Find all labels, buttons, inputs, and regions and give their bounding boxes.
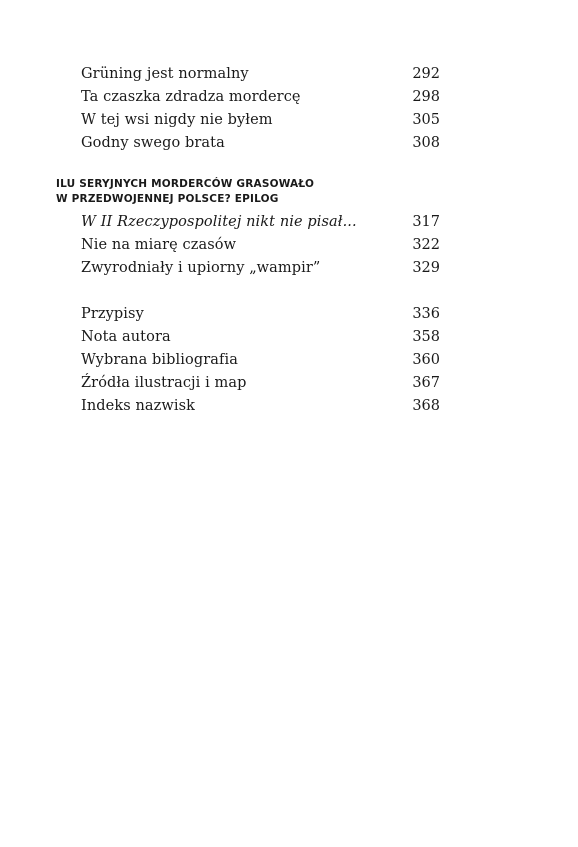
toc-entry-page: 305 [412, 112, 440, 128]
toc-entry-title: Nota autora [81, 329, 171, 345]
toc-entry-page: 358 [412, 329, 440, 345]
toc-entry-title: Źródła ilustracji i map [81, 375, 247, 391]
toc-entry-title: Ta czaszka zdradza mordercę [81, 89, 301, 105]
toc-entry[interactable] [81, 395, 440, 418]
toc-entry-title: Indeks nazwisk [81, 398, 196, 414]
toc-entry-page: 368 [412, 398, 440, 414]
toc-entry-title: Przypisy [81, 306, 144, 322]
toc-entry[interactable] [81, 326, 440, 349]
toc-entry-page: 308 [412, 135, 440, 151]
toc-entry[interactable] [81, 372, 440, 395]
toc-entry-title: Grüning jest normalny [81, 66, 249, 82]
toc-entry-title: W II Rzeczypospolitej nikt nie pisał... [81, 214, 357, 230]
toc-entry-page: 367 [412, 375, 440, 391]
toc-entry[interactable] [81, 132, 440, 155]
toc-entry-title: Nie na miarę czasów [81, 237, 237, 253]
toc-entry-page: 360 [412, 352, 440, 368]
toc-entry[interactable] [81, 234, 440, 257]
toc-entry[interactable] [81, 303, 440, 326]
section-heading-line2: W PRZEDWOJENNEJ POLSCE? EPILOG [56, 193, 279, 205]
toc-entry-page: 298 [412, 89, 440, 105]
toc-entry[interactable] [81, 349, 440, 372]
toc-entry-page: 317 [412, 214, 440, 230]
toc-entry[interactable] [81, 211, 440, 234]
toc-entry-title: Godny swego brata [81, 135, 225, 151]
toc-entry-title: Zwyrodniały i upiorny „wampir” [81, 260, 321, 276]
section-heading-line1: ILU SERYJNYCH MORDERCÓW GRASOWAŁO [56, 178, 315, 190]
toc-entry[interactable] [81, 109, 440, 132]
toc-entry-page: 329 [412, 260, 440, 276]
toc-entry[interactable] [81, 86, 440, 109]
toc-entry-title: W tej wsi nigdy nie byłem [81, 112, 273, 128]
toc-entry-page: 336 [412, 306, 440, 322]
toc-entry-page: 322 [412, 237, 440, 253]
section-heading [56, 177, 376, 207]
toc-entry[interactable] [81, 257, 440, 280]
toc-entry[interactable] [81, 63, 440, 86]
toc-entry-page: 292 [412, 66, 440, 82]
toc-entry-title: Wybrana bibliografia [81, 352, 238, 368]
